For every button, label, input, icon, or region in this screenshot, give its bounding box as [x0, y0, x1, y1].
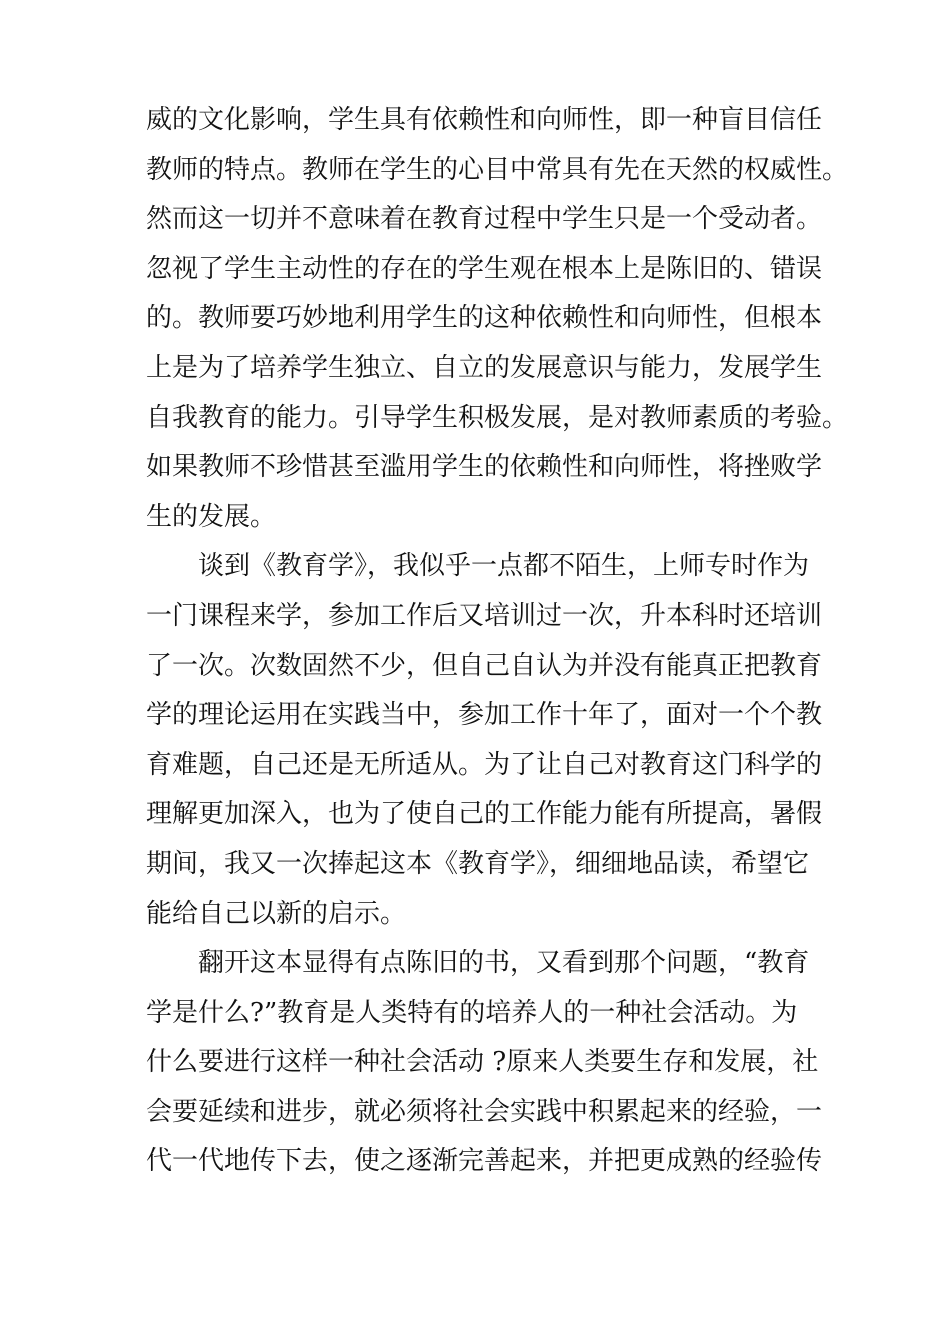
text-line: 一门课程来学，参加工作后又培训过一次，升本科时还培训 [146, 600, 823, 631]
paragraph [146, 96, 849, 542]
text-line: 上是为了培养学生独立、自立的发展意识与能力，发展学生 [146, 352, 823, 383]
text-line: 生的发展。 [146, 501, 277, 532]
text-line: 的。教师要巧妙地利用学生的这种依赖性和向师性，但根本 [146, 303, 823, 334]
text-line: 谈到《教育学》，我似乎一点都不陌生，上师专时作为 [198, 551, 810, 582]
text-line: 忽视了学生主动性的存在的学生观在根本上是陈旧的、错误 [146, 253, 823, 284]
text-line: 自我教育的能力。引导学生积极发展，是对教师素质的考验。 [146, 402, 849, 433]
body-text [146, 96, 849, 1187]
paragraph [146, 542, 826, 939]
paragraph [146, 939, 826, 1187]
text-line: 了一次。次数固然不少，但自己自认为并没有能真正把教育 [146, 650, 823, 681]
text-line: 代一代地传下去，使之逐渐完善起来，并把更成熟的经验传 [146, 1146, 823, 1177]
text-line: 会要延续和进步，就必须将社会实践中积累起来的经验，一 [146, 1096, 823, 1127]
text-line: 学的理论运用在实践当中，参加工作十年了，面对一个个教 [146, 700, 823, 731]
text-line: 理解更加深入，也为了使自己的工作能力能有所提高，暑假 [146, 799, 823, 830]
text-line: 威的文化影响，学生具有依赖性和向师性，即一种盲目信任 [146, 105, 823, 135]
text-line: 学是什么?”教育是人类特有的培养人的一种社会活动。为 [146, 997, 798, 1028]
text-line: 如果教师不珍惜甚至滥用学生的依赖性和向师性，将挫败学 [146, 452, 823, 483]
text-line: 育难题，自己还是无所适从。为了让自己对教育这门科学的 [146, 749, 823, 780]
text-line: 期间，我又一次捧起这本《教育学》，细细地品读，希望它 [146, 848, 810, 879]
text-line: 什么要进行这样一种社会活动 ?原来人类要生存和发展，社 [146, 1047, 819, 1078]
text-line: 教师的特点。教师在学生的心目中常具有先在天然的权威性。 [146, 154, 849, 185]
text-line: 然而这一切并不意味着在教育过程中学生只是一个受动者。 [146, 204, 823, 235]
text-line: 翻开这本显得有点陈旧的书，又看到那个问题，“教育 [198, 948, 810, 979]
text-line: 能给自己以新的启示。 [146, 898, 407, 929]
